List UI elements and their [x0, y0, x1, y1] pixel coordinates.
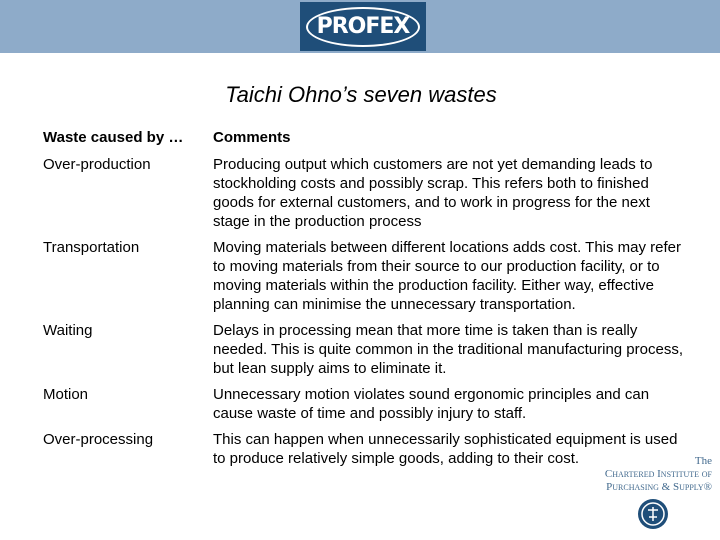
waste-comment: Delays in processing mean that more time is taken than is really needed. This is quite common in the traditional manufacturing process, but lean supply aims to eliminate it.: [213, 322, 683, 377]
column-header-comments: Comments: [213, 129, 291, 146]
cips-logo-line1: The: [694, 455, 712, 467]
waste-name: Transportation: [43, 239, 140, 256]
table-header-row: [43, 128, 688, 147]
wastes-table: [43, 128, 688, 475]
column-header-waste: Waste caused by …: [43, 129, 184, 146]
waste-name: Motion: [43, 386, 89, 403]
header-band: [0, 0, 720, 53]
waste-comment: Moving materials between different locations adds cost. This may refer to moving materials from their source to our production facility, or to moving materials within the production facility. Either way, effective planning can minimise the unnecessary transportation.: [213, 239, 682, 313]
profex-logo: [300, 2, 426, 51]
cips-logo-line3: Purchasing & Supply®: [606, 481, 712, 493]
table-row: [43, 321, 688, 378]
table-row: [43, 385, 688, 423]
waste-name: Over-processing: [43, 431, 154, 448]
waste-name: Over-production: [43, 156, 151, 173]
table-row: [43, 430, 688, 468]
table-row: [43, 238, 688, 314]
waste-comment: Unnecessary motion violates sound ergonomic principles and can cause waste of time and possibly injury to staff.: [213, 386, 650, 422]
waste-comment: Producing output which customers are not yet demanding leads to stockholding costs and possibly scrap. This refers both to finished goods for external customers, and to work in progress for the next stage in the production process: [213, 156, 653, 230]
waste-name: Waiting: [43, 322, 93, 339]
profex-logo-text: PROFEX: [306, 7, 420, 47]
table-row: [43, 155, 688, 231]
cips-seal-icon: [637, 498, 669, 530]
cips-logo-line2: Chartered Institute of: [604, 468, 712, 480]
waste-comment: This can happen when unnecessarily sophisticated equipment is used to produce relatively simple goods, adding to their cost.: [213, 431, 678, 467]
page-title: Taichi Ohno’s seven wastes: [225, 82, 497, 107]
